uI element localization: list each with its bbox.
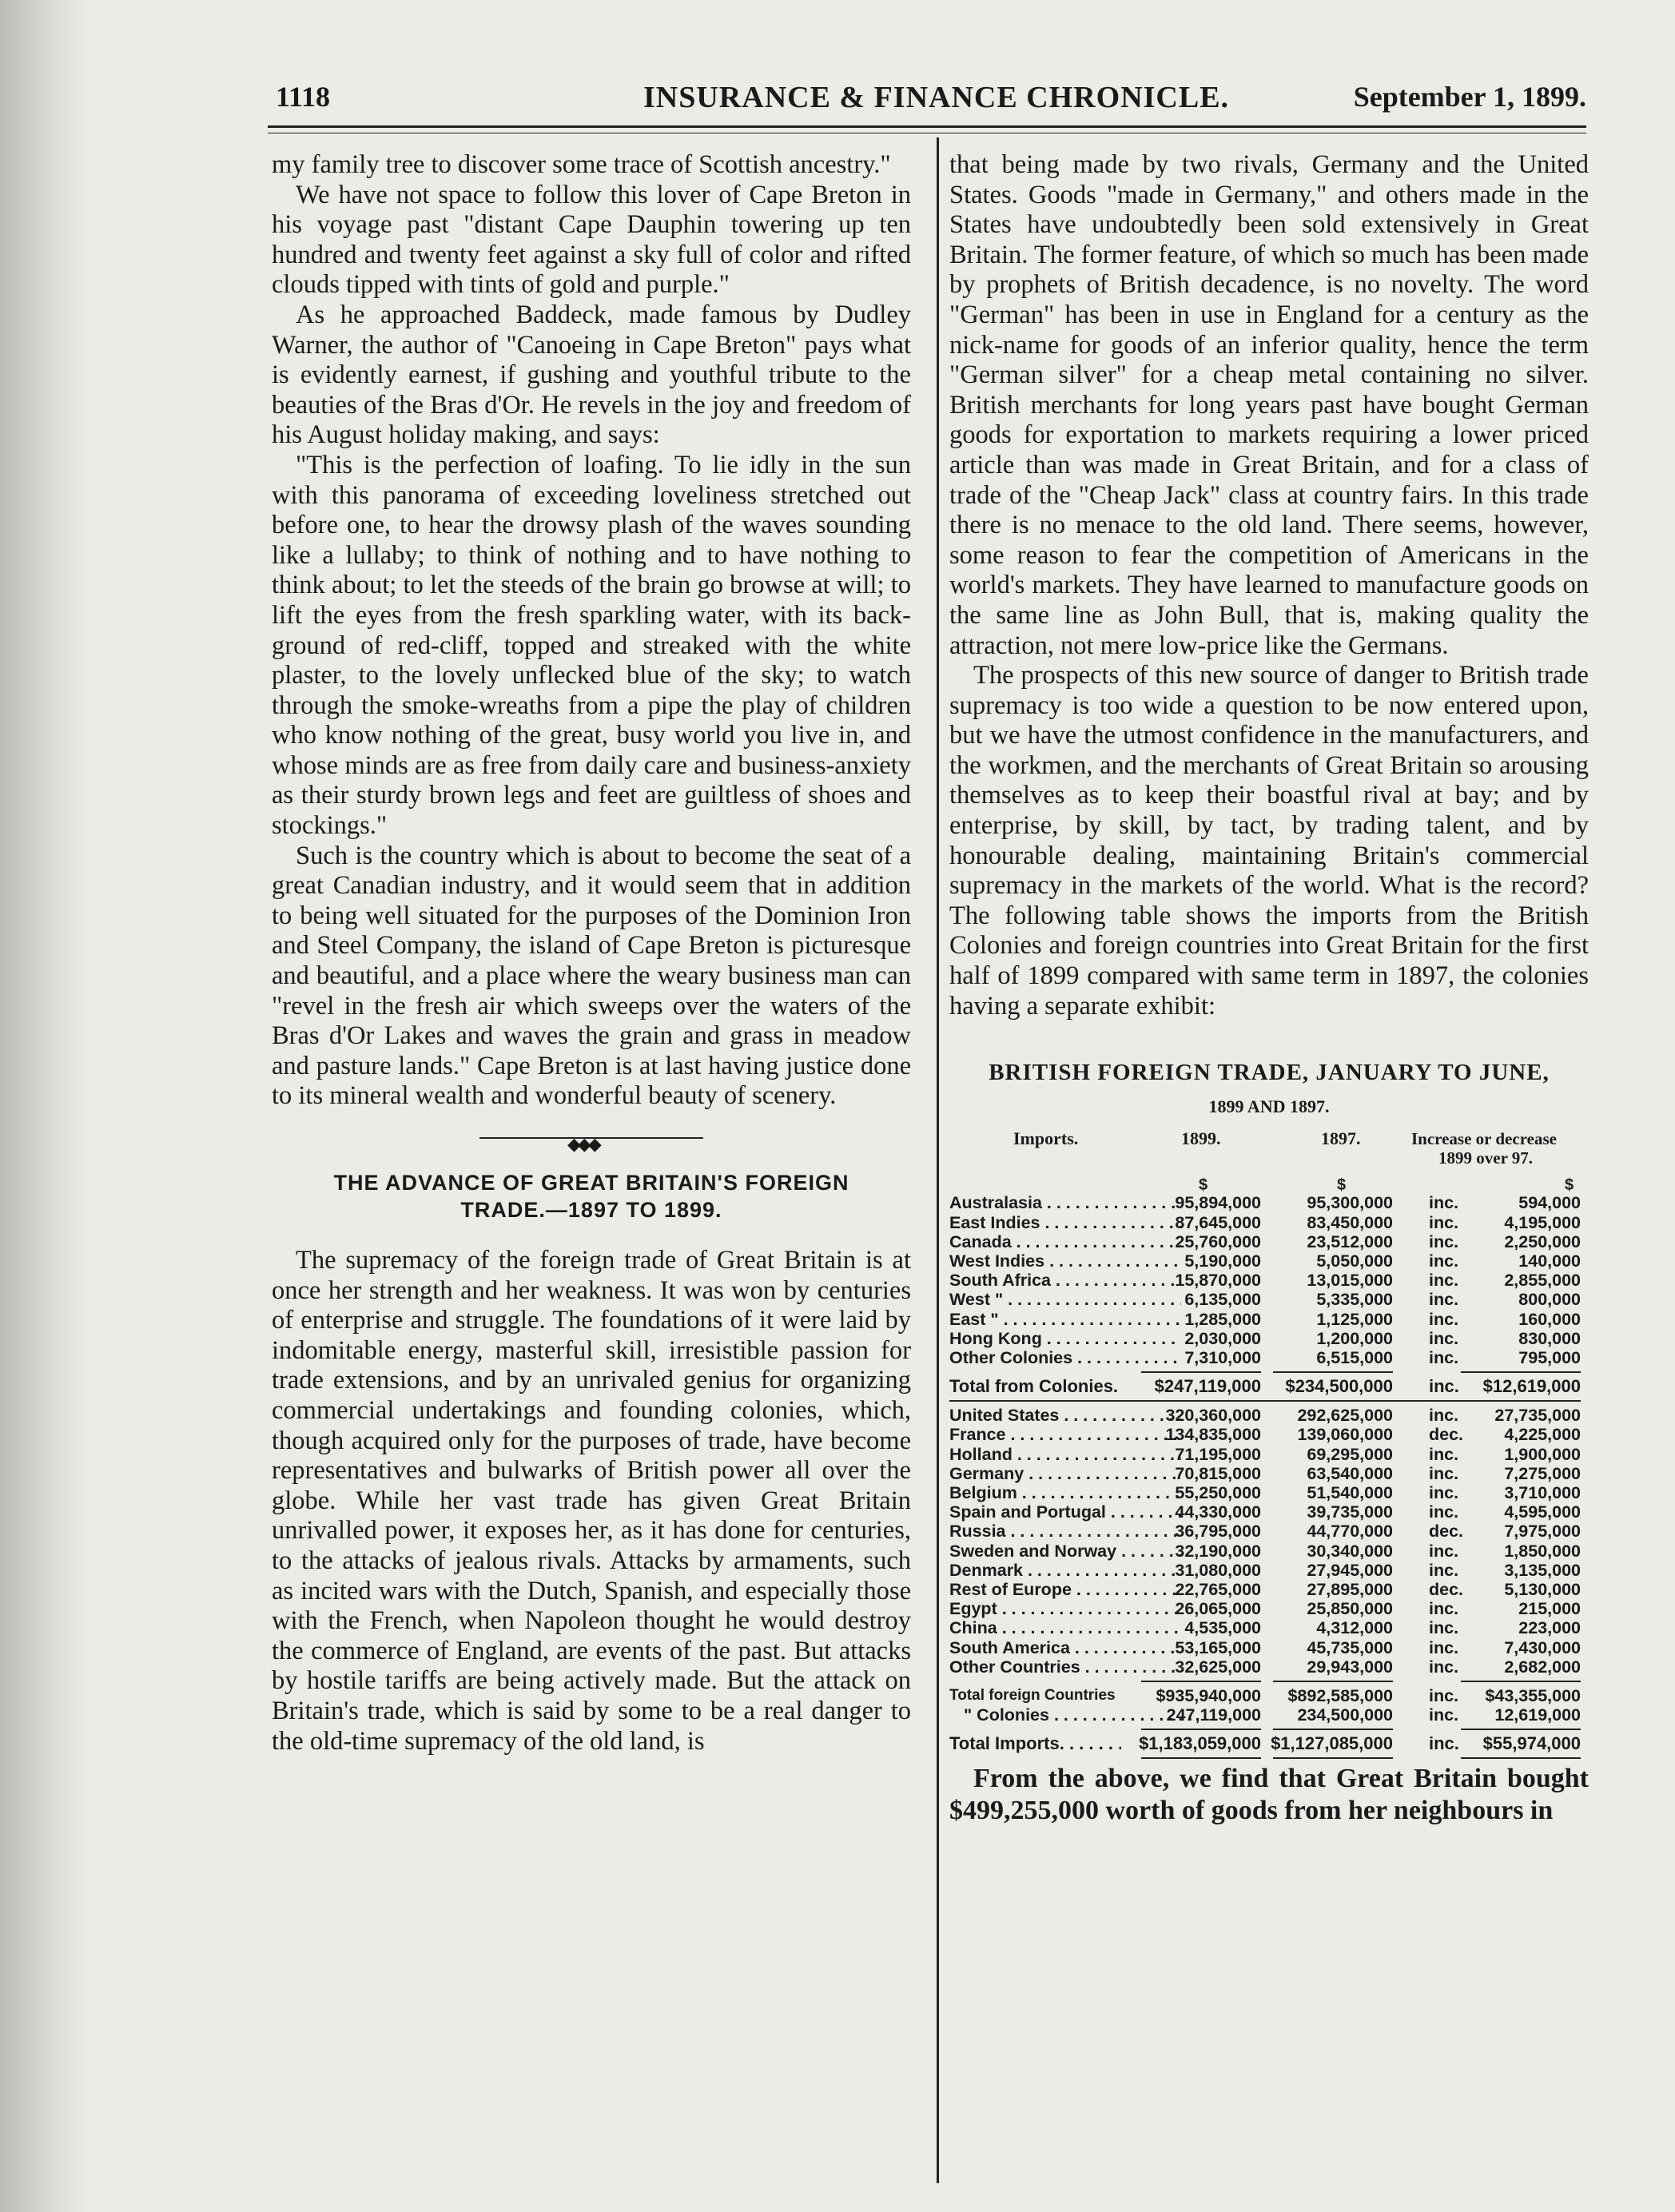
change-type: inc. bbox=[1429, 1406, 1459, 1426]
table-row bbox=[949, 1406, 1589, 1425]
change-amount: 140,000 bbox=[1518, 1251, 1581, 1271]
change-amount: 2,855,000 bbox=[1504, 1271, 1581, 1291]
value-1899: 55,250,000 bbox=[1175, 1483, 1261, 1503]
total-foreign-row: Total foreign Countries $935,940,000 $892,585,000 inc. $43,355,000 bbox=[949, 1685, 1581, 1705]
paragraph: As he approached Baddeck, made famous by Dudley Warner, the author of "Canoeing in Cape Breton" pays what is evidently earnest, if gushing and youthful tribute to the beauties of the Bras d'Or. He revels in the joy and freedom of his August holiday making, and says: bbox=[272, 300, 911, 450]
table-row bbox=[949, 1329, 1589, 1348]
paragraph: The prospects of this new source of danger to British trade supremacy is too wide a question to be now entered upon, but we have the utmost confidence in the manufacturers, and the workmen, and the merchants of Great Britain so arousing themselves as to keep their boastful rival at bay; and by enterprise, by skill, by tact, by trading talent, and by honourable dealing, maintaining Britain's commercial supremacy in the markets of the world. What is the record? The following table shows the imports from the British Colonies and foreign countries into Great Britain for the first half of 1899 compared with same term in 1897, the colonies having a separate exhibit: bbox=[949, 661, 1589, 1020]
value-1899: 53,165,000 bbox=[1175, 1637, 1261, 1657]
value-1899: 22,765,000 bbox=[1175, 1579, 1261, 1599]
table-separator bbox=[949, 1396, 1589, 1406]
column-divider bbox=[937, 137, 939, 2183]
change-amount: 4,595,000 bbox=[1504, 1502, 1581, 1522]
foreign-rows bbox=[949, 1406, 1589, 1677]
row-label: Germany . . . bbox=[949, 1464, 1181, 1483]
value-1899: 5,190,000 bbox=[1184, 1251, 1261, 1271]
column-header-change: Increase or decrease bbox=[1411, 1129, 1557, 1149]
row-label: Hong Kong . . . bbox=[949, 1329, 1181, 1348]
change-amount: 7,275,000 bbox=[1504, 1463, 1581, 1483]
table-row bbox=[949, 1464, 1589, 1483]
table-row bbox=[949, 1618, 1589, 1637]
change-type: inc. bbox=[1429, 1271, 1459, 1291]
article-title-line: THE ADVANCE OF GREAT BRITAIN'S FOREIGN bbox=[333, 1171, 849, 1195]
value-1899: 95,894,000 bbox=[1175, 1193, 1261, 1213]
article-paragraph: The supremacy of the foreign trade of Great Britain is at once her strength and her weakness. It was won by centuries of enterprise and struggle. The foundations of it were laid by indomitable energy, masterful skill, irresistible passion for trade extensions, and by an unrivaled genius for organizing commercial undertakings and founding colonies, which, though acquired only for the purposes of trade, have become representatives and bulwarks of British power all over the globe. While her vast trade has given Great Britain unrivalled power, it exposes her, as it has done for centuries, to the attacks of jealous rivals. Attacks by armaments, such as incited wars with the Dutch, Spanish, and especially those with the French, when Napoleon thought he would destroy the commerce of England, are events of the past. But attacks by hostile tariffs are being actively made. But the attack on Britain's trade, which is said by some to be a real danger to the old-time supremacy of the old land, is bbox=[272, 1246, 911, 1756]
value-1897: 69,295,000 bbox=[1307, 1444, 1393, 1464]
value-1897: 29,943,000 bbox=[1307, 1657, 1393, 1677]
table-row bbox=[949, 1599, 1589, 1618]
table-row bbox=[949, 1232, 1589, 1251]
issue-date: September 1, 1899. bbox=[1353, 81, 1586, 113]
change-amount: 7,975,000 bbox=[1504, 1522, 1581, 1542]
quotation-paragraph: "This is the perfection of loafing. To lie idly in the sun with this panorama of exceeding loveliness stretched out before one, to hear the drowsy plash of the waves sounding like a lullaby; to think of nothing and to have nothing to think about; to let the steeds of the brain go browse at will; to lift the eyes from the fresh sparkling water, with its back-ground of red-cliff, topped and streaked with the white plaster, to the lovely unflecked blue of the sky; to watch through the smoke-wreaths from a pipe the play of children who know nothing of the great, busy world you live in, and whose minds are as free from daily care and business-anxiety as their sturdy brown legs and feet are guiltless of shoes and stockings." bbox=[272, 450, 911, 841]
value-1897: 5,050,000 bbox=[1316, 1251, 1393, 1271]
table-row bbox=[949, 1657, 1589, 1677]
change-type: inc. bbox=[1429, 1502, 1459, 1522]
change-type: inc. bbox=[1429, 1560, 1459, 1580]
value-1897: 139,060,000 bbox=[1297, 1425, 1393, 1445]
value-1897: 6,515,000 bbox=[1316, 1347, 1393, 1367]
row-label: West Indies . . . bbox=[949, 1251, 1181, 1271]
change-amount: 1,850,000 bbox=[1504, 1541, 1581, 1561]
table-separator bbox=[949, 1677, 1589, 1686]
table-separator bbox=[949, 1753, 1589, 1763]
dollar-sign: $ bbox=[1565, 1176, 1574, 1195]
page-binding-shadow bbox=[0, 0, 88, 2212]
article-title bbox=[272, 1169, 911, 1223]
change-type: inc. bbox=[1429, 1657, 1459, 1677]
row-label: South America . . . bbox=[949, 1638, 1181, 1657]
value-1897: 27,895,000 bbox=[1307, 1579, 1393, 1599]
change-type: dec. bbox=[1429, 1579, 1464, 1599]
change-type: inc. bbox=[1429, 1637, 1459, 1657]
total-imports-row: Total Imports. . . . $1,183,059,000 $1,127,085,000 inc. $55,974,000 bbox=[949, 1734, 1589, 1753]
page-header bbox=[276, 80, 1586, 120]
table-header bbox=[949, 1129, 1589, 1176]
row-label: Denmark . . . bbox=[949, 1561, 1181, 1580]
value-1899: 1,285,000 bbox=[1184, 1309, 1261, 1329]
change-type: inc. bbox=[1429, 1444, 1459, 1464]
row-label: Sweden and Norway . . . bbox=[949, 1542, 1181, 1561]
change-type: inc. bbox=[1429, 1347, 1459, 1367]
value-1897: 27,945,000 bbox=[1307, 1560, 1393, 1580]
value-1897: 5,335,000 bbox=[1316, 1290, 1393, 1310]
change-amount: 3,135,000 bbox=[1504, 1560, 1581, 1580]
change-amount: 223,000 bbox=[1518, 1618, 1581, 1638]
paragraph: We have not space to follow this lover of Cape Breton in his voyage past "distant Cape Dauphin towering up ten hundred and twenty feet against a sky full of color and rifted clouds tipped with tints of gold and purple." bbox=[272, 180, 911, 300]
table-row bbox=[949, 1193, 1589, 1212]
value-1899: 320,360,000 bbox=[1165, 1406, 1261, 1426]
column-header-1897: 1897. bbox=[1321, 1128, 1361, 1149]
change-amount: 1,900,000 bbox=[1504, 1444, 1581, 1464]
change-amount: 830,000 bbox=[1518, 1328, 1581, 1348]
change-type: inc. bbox=[1429, 1618, 1459, 1638]
change-type: inc. bbox=[1429, 1599, 1459, 1619]
section-ornament bbox=[272, 1129, 911, 1154]
table-row bbox=[949, 1310, 1589, 1329]
row-label: Belgium . . . bbox=[949, 1483, 1181, 1502]
change-amount: 795,000 bbox=[1518, 1347, 1581, 1367]
value-1897: 1,200,000 bbox=[1316, 1328, 1393, 1348]
change-type: inc. bbox=[1429, 1483, 1459, 1503]
value-1899: 134,835,000 bbox=[1165, 1425, 1261, 1445]
value-1897: 95,300,000 bbox=[1307, 1193, 1393, 1213]
value-1899: 71,195,000 bbox=[1175, 1444, 1261, 1464]
table-row bbox=[949, 1522, 1589, 1541]
value-1899: 15,870,000 bbox=[1175, 1271, 1261, 1291]
table-row bbox=[949, 1348, 1589, 1367]
change-type: inc. bbox=[1429, 1541, 1459, 1561]
dollar-row bbox=[949, 1176, 1589, 1193]
change-amount: 2,250,000 bbox=[1504, 1231, 1581, 1251]
page-number: 1118 bbox=[276, 81, 331, 113]
closing-paragraph: From the above, we find that Great Britain bought $499,255,000 worth of goods from her neighbours in bbox=[949, 1764, 1589, 1826]
value-1899: 32,625,000 bbox=[1175, 1657, 1261, 1677]
change-type: dec. bbox=[1429, 1425, 1464, 1445]
change-type: inc. bbox=[1429, 1309, 1459, 1329]
change-amount: 4,225,000 bbox=[1504, 1425, 1581, 1445]
column-header-change-sub: 1899 over 97. bbox=[1438, 1148, 1534, 1168]
value-1899: 25,760,000 bbox=[1175, 1231, 1261, 1251]
row-label: West " . . . bbox=[949, 1290, 1181, 1309]
row-label: East Indies . . . bbox=[949, 1213, 1181, 1232]
value-1899: 31,080,000 bbox=[1175, 1560, 1261, 1580]
value-1897: 83,450,000 bbox=[1307, 1212, 1393, 1232]
change-type: inc. bbox=[1429, 1328, 1459, 1348]
table-title: BRITISH FOREIGN TRADE, JANUARY TO JUNE, bbox=[989, 1060, 1550, 1086]
column-header-imports: Imports. bbox=[1013, 1128, 1079, 1149]
value-1899: 44,330,000 bbox=[1175, 1502, 1261, 1522]
change-amount: 3,710,000 bbox=[1504, 1483, 1581, 1503]
table-row bbox=[949, 1290, 1589, 1309]
left-column bbox=[272, 150, 911, 1756]
change-type: inc. bbox=[1429, 1251, 1459, 1271]
value-1899: 4,535,000 bbox=[1184, 1618, 1261, 1638]
change-type: inc. bbox=[1429, 1212, 1459, 1232]
value-1897: 1,125,000 bbox=[1316, 1309, 1393, 1329]
value-1897: 13,015,000 bbox=[1307, 1271, 1393, 1291]
change-amount: 160,000 bbox=[1518, 1309, 1581, 1329]
value-1899: 32,190,000 bbox=[1175, 1541, 1261, 1561]
table-row bbox=[949, 1425, 1589, 1444]
value-1899: 6,135,000 bbox=[1184, 1290, 1261, 1310]
value-1897: 4,312,000 bbox=[1316, 1618, 1393, 1638]
value-1897: 30,340,000 bbox=[1307, 1541, 1393, 1561]
table-row bbox=[949, 1251, 1589, 1271]
table-subtitle: 1899 AND 1897. bbox=[1208, 1096, 1330, 1116]
row-label: Other Countries . . . bbox=[949, 1657, 1181, 1677]
paragraph: that being made by two rivals, Germany and the United States. Goods "made in Germany," and others made in the States have undoubtedly been sold extensively in Great Britain. The former feature, of which so much has been made by prophets of British decadence, is no novelty. The word "German" has been in use in England for a century as the nick-name for goods of an inferior quality, hence the term "German silver" for a cheap metal containing no silver. British merchants for long years past have bought German goods for exportation to markets requiring a lower priced article than was made in Great Britain, and for a class of trade of the "Cheap Jack" class at country fairs. In this trade there is no menace to the old land. There seems, however, some reason to fear the competition of Americans in the world's markets. They have learned to manufacture goods on the same line as John Bull, that is, making quality the attraction, not mere low-price like the Germans. bbox=[949, 150, 1589, 660]
table-row bbox=[949, 1561, 1589, 1580]
value-1897: 23,512,000 bbox=[1307, 1231, 1393, 1251]
paragraph: Such is the country which is about to become the seat of a great Canadian industry, and it would seem that in addition to being well situated for the purposes of the Dominion Iron and Steel Company, the island of Cape Breton is picturesque and beautiful, and a place where the weary business man can "revel in the fresh air which sweeps over the waters of the Bras d'Or Lakes and waves the grain and grass in meadow and pasture lands." Cape Breton is at last having justice done to its mineral wealth and wonderful beauty of scenery. bbox=[272, 841, 911, 1111]
paragraph: my family tree to discover some trace of Scottish ancestry." bbox=[272, 150, 891, 179]
total-colonies-row: Total from Colonies. $247,119,000 $234,500,000 inc. $12,619,000 bbox=[949, 1376, 1581, 1397]
change-amount: 27,735,000 bbox=[1494, 1406, 1581, 1426]
change-type: inc. bbox=[1429, 1463, 1459, 1483]
row-label: Australasia . . . bbox=[949, 1193, 1181, 1212]
table-row bbox=[949, 1502, 1589, 1522]
value-1897: 292,625,000 bbox=[1297, 1406, 1393, 1426]
value-1899: 26,065,000 bbox=[1175, 1599, 1261, 1619]
change-amount: 7,430,000 bbox=[1504, 1637, 1581, 1657]
value-1897: 51,540,000 bbox=[1307, 1483, 1393, 1503]
ornament-diamonds-icon: ◆◆◆ bbox=[567, 1134, 599, 1154]
colonies-rows bbox=[949, 1193, 1589, 1367]
publication-title: INSURANCE & FINANCE CHRONICLE. bbox=[643, 81, 1230, 114]
value-1897: 39,735,000 bbox=[1307, 1502, 1393, 1522]
change-amount: 800,000 bbox=[1518, 1290, 1581, 1310]
dollar-sign: $ bbox=[1199, 1176, 1208, 1195]
row-label: Holland . . . bbox=[949, 1445, 1181, 1464]
value-1899: 70,815,000 bbox=[1175, 1463, 1261, 1483]
change-amount: 4,195,000 bbox=[1504, 1212, 1581, 1232]
change-type: inc. bbox=[1429, 1231, 1459, 1251]
change-amount: 215,000 bbox=[1518, 1599, 1581, 1619]
trade-table bbox=[949, 1129, 1589, 1763]
header-rule bbox=[268, 125, 1586, 128]
change-type: inc. bbox=[1429, 1193, 1459, 1213]
value-1899: 2,030,000 bbox=[1184, 1328, 1261, 1348]
row-label: Russia . . . bbox=[949, 1522, 1181, 1541]
value-1899: 87,645,000 bbox=[1175, 1212, 1261, 1232]
row-label: United States . . . bbox=[949, 1406, 1181, 1425]
row-label: Rest of Europe . . . bbox=[949, 1580, 1181, 1599]
value-1897: 25,850,000 bbox=[1307, 1599, 1393, 1619]
table-row bbox=[949, 1271, 1589, 1290]
table-row bbox=[949, 1580, 1589, 1599]
right-column bbox=[949, 150, 1589, 1827]
total-colonies-repeat-row: " Colonies . . . 247,119,000 234,500,000 inc. 12,619,000 bbox=[949, 1705, 1589, 1725]
change-type: inc. bbox=[1429, 1290, 1459, 1310]
value-1897: 44,770,000 bbox=[1307, 1522, 1393, 1542]
row-label: Egypt . . . bbox=[949, 1599, 1181, 1618]
row-label: Spain and Portugal . . . bbox=[949, 1502, 1181, 1522]
value-1899: 36,795,000 bbox=[1175, 1522, 1261, 1542]
value-1897: 63,540,000 bbox=[1307, 1463, 1393, 1483]
value-1897: 45,735,000 bbox=[1307, 1637, 1393, 1657]
row-label: China . . . bbox=[949, 1618, 1181, 1637]
article-title-line: TRADE.—1897 TO 1899. bbox=[460, 1198, 722, 1222]
table-row bbox=[949, 1638, 1589, 1657]
table-row bbox=[949, 1213, 1589, 1232]
row-label: Other Colonies . . . bbox=[949, 1348, 1181, 1367]
change-amount: 594,000 bbox=[1518, 1193, 1581, 1213]
table-row bbox=[949, 1542, 1589, 1561]
table-row bbox=[949, 1483, 1589, 1502]
row-label: East " . . . bbox=[949, 1310, 1181, 1329]
row-label: Canada . . . bbox=[949, 1232, 1181, 1251]
value-1899: 7,310,000 bbox=[1184, 1347, 1261, 1367]
row-label: France . . . bbox=[949, 1425, 1181, 1444]
change-type: dec. bbox=[1429, 1522, 1464, 1542]
column-header-1899: 1899. bbox=[1181, 1128, 1221, 1149]
table-row bbox=[949, 1445, 1589, 1464]
change-amount: 2,682,000 bbox=[1504, 1657, 1581, 1677]
change-amount: 5,130,000 bbox=[1504, 1579, 1581, 1599]
row-label: South Africa . . . bbox=[949, 1271, 1181, 1290]
dollar-sign: $ bbox=[1337, 1176, 1347, 1195]
